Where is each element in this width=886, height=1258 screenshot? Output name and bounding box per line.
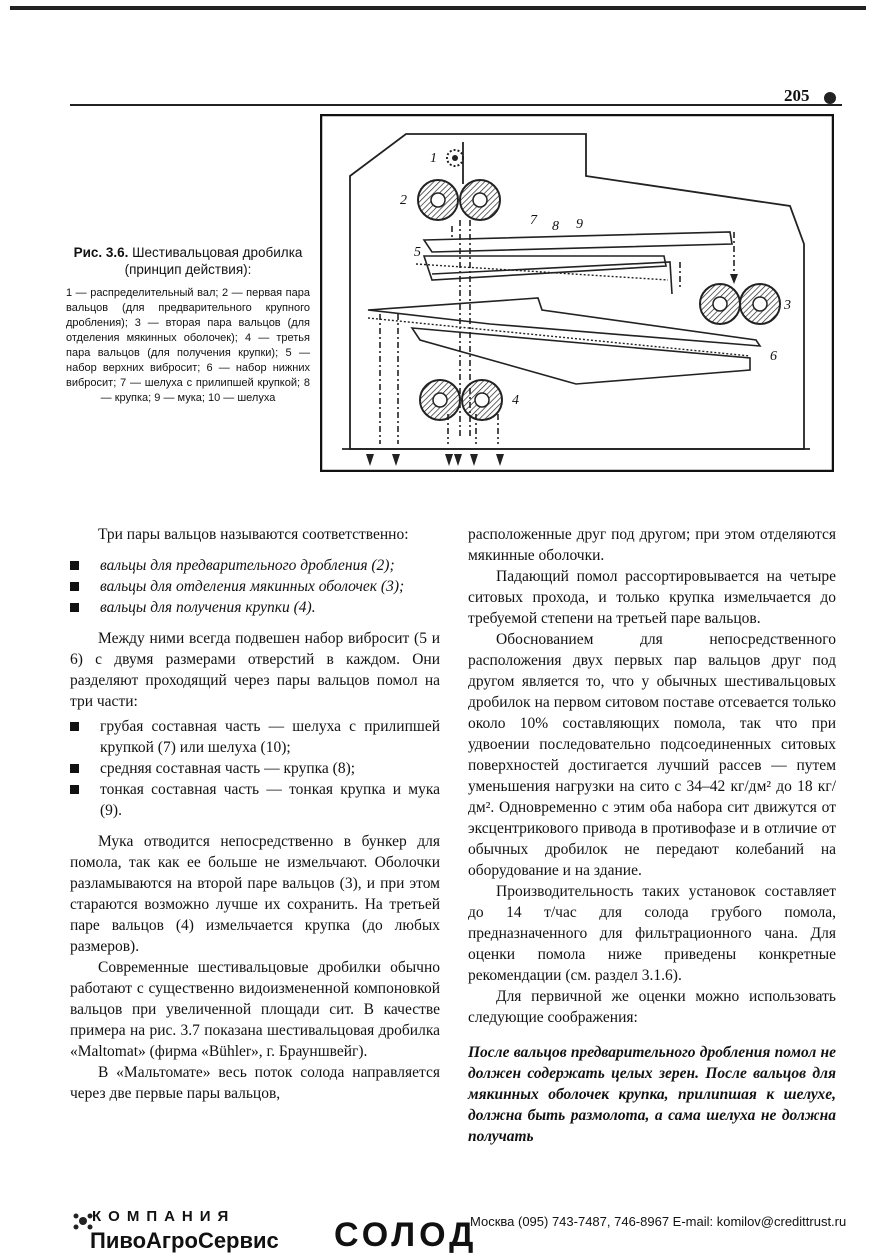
roller-mill-diagram [320, 114, 834, 472]
figure-legend: 1 — распределительный вал; 2 — первая пара вальцов (для предварительного крупного дробления); 3 — вторая пара вальцов (для отделения мякинных оболочек); 4 — третья пара вальцов (для получения крупки); 5 — набор верхних вибросит; 6 — набор нижних вибросит; 7 — шелуха с прилипшей крупкой; 8 — крупка; 9 — мука; 10 — шелуха [66, 287, 310, 404]
header-rule [70, 104, 842, 106]
emphasis-paragraph: После вальцов предварительного дробления помол не должен содержать целых зерен. После вальцов для мякинных оболочек крупка, прилипшая к шелухе, должна быть размолота, а сама шелуха не должна получать [468, 1044, 836, 1145]
label-6: 6 [770, 349, 777, 364]
flour-paragraph: Мука отводится непосредственно в бункер для помола, так как ее больше не измельчают. Оболочки разламываются на второй паре вальцов (3), и при этом стараются возможно лучше их сохранить. На третьей паре вальцов (4) измельчается крупка (до любых размеров). [70, 833, 440, 955]
list-item: вальцы для отделения мякинных оболочек (3); [70, 576, 440, 597]
roller-pair-2-icon [418, 180, 500, 220]
reason-paragraph: Обоснованием для непосредственного расположения двух первых пар вальцов друг под другом является то, что у обычных шестивальцовых дробилок на первом ситовом поставе отсевается только около 10% составляющих помола, так что при удвоении последовательно подсоединенных ситовых поверхностей достигается лучший рассев — путем уменьшения нагрузки на сито с 34–42 кг/дм² до 18 кг/дм². Одновременно с этим оба набора сит движутся от эксцентрикового привода в противофазе и в отличие от обычных дробилок не передают колебаний на оборудование и на здание. [468, 631, 836, 879]
top-rule [10, 6, 866, 10]
left-column [70, 524, 440, 1104]
label-7: 7 [530, 213, 537, 228]
right-column [468, 524, 836, 1147]
sorting-paragraph: Падающий помол рассортировывается на четыре ситовых прохода, и только крупка измельчается до требуемой степени на третьей паре вальцов. [468, 568, 836, 627]
label-8: 8 [552, 219, 559, 234]
maltomat-paragraph: В «Мальтомате» весь поток солода направляется через две первые пары вальцов, [70, 1064, 440, 1102]
footer-contact: Москва (095) 743-7487, 746-8967 E-mail: komilov@credittrust.ru [470, 1214, 847, 1229]
footer-company-name: ПивоАгроСервис [90, 1228, 279, 1253]
label-5: 5 [414, 245, 421, 260]
footer-company-label: КОМПАНИЯ [92, 1208, 236, 1225]
label-2: 2 [400, 193, 407, 208]
list-item: вальцы для получения крупки (4). [70, 597, 440, 618]
feed-roll-icon [447, 150, 463, 166]
list-item: тонкая составная часть — тонкая крупка и мука (9). [70, 779, 440, 821]
list-item: вальцы для предварительного дробления (2); [70, 555, 440, 576]
list-item: средняя составная часть — крупка (8); [70, 758, 440, 779]
figure-caption [66, 244, 310, 406]
sieves-paragraph: Между ними всегда подвешен набор вибросит (5 и 6) с двумя размерами отверстий в каждом. Они разделяют проходящий через пары вальцов помол на три части: [70, 630, 440, 710]
roller-pair-3-icon [700, 284, 780, 324]
label-1: 1 [430, 151, 437, 166]
label-4: 4 [512, 393, 519, 408]
intro-paragraph: Три пары вальцов называются соответственно: [98, 526, 409, 543]
continued-paragraph: расположенные друг под другом; при этом отделяются мякинные оболочки. [468, 526, 836, 564]
page-number-bullet-icon [824, 92, 836, 104]
label-3: 3 [784, 298, 791, 313]
label-9: 9 [576, 217, 583, 232]
outlet-arrows [366, 274, 738, 466]
list-item: грубая составная часть — шелуха с прилипшей крупкой (7) или шелуха (10); [70, 716, 440, 758]
primary-paragraph: Для первичной же оценки можно использовать следующие соображения: [468, 988, 836, 1026]
modern-paragraph: Современные шестивальцовые дробилки обычно работают с существенно видоизмененной компоновкой вальцов при увеличенной площади сит. В качестве примера на рис. 3.7 показана шестивальцовая дробилка «Maltomat» (фирма «Bühler», г. Брауншвейг). [70, 959, 440, 1060]
roller-pair-4-icon [420, 380, 502, 420]
figure-title: Рис. 3.6. Шестивальцовая дробилка (принцип действия): [73, 245, 303, 277]
page-number: 205 [784, 86, 810, 105]
capacity-paragraph: Производительность таких установок составляет до 14 т/час для солода грубого помола, предназначенного для фильтрационного чана. Для оценки помола ниже приведены конкретные рекомендации (см. раздел 3.1.6). [468, 883, 836, 984]
footer-brand: СОЛОД [334, 1216, 478, 1254]
